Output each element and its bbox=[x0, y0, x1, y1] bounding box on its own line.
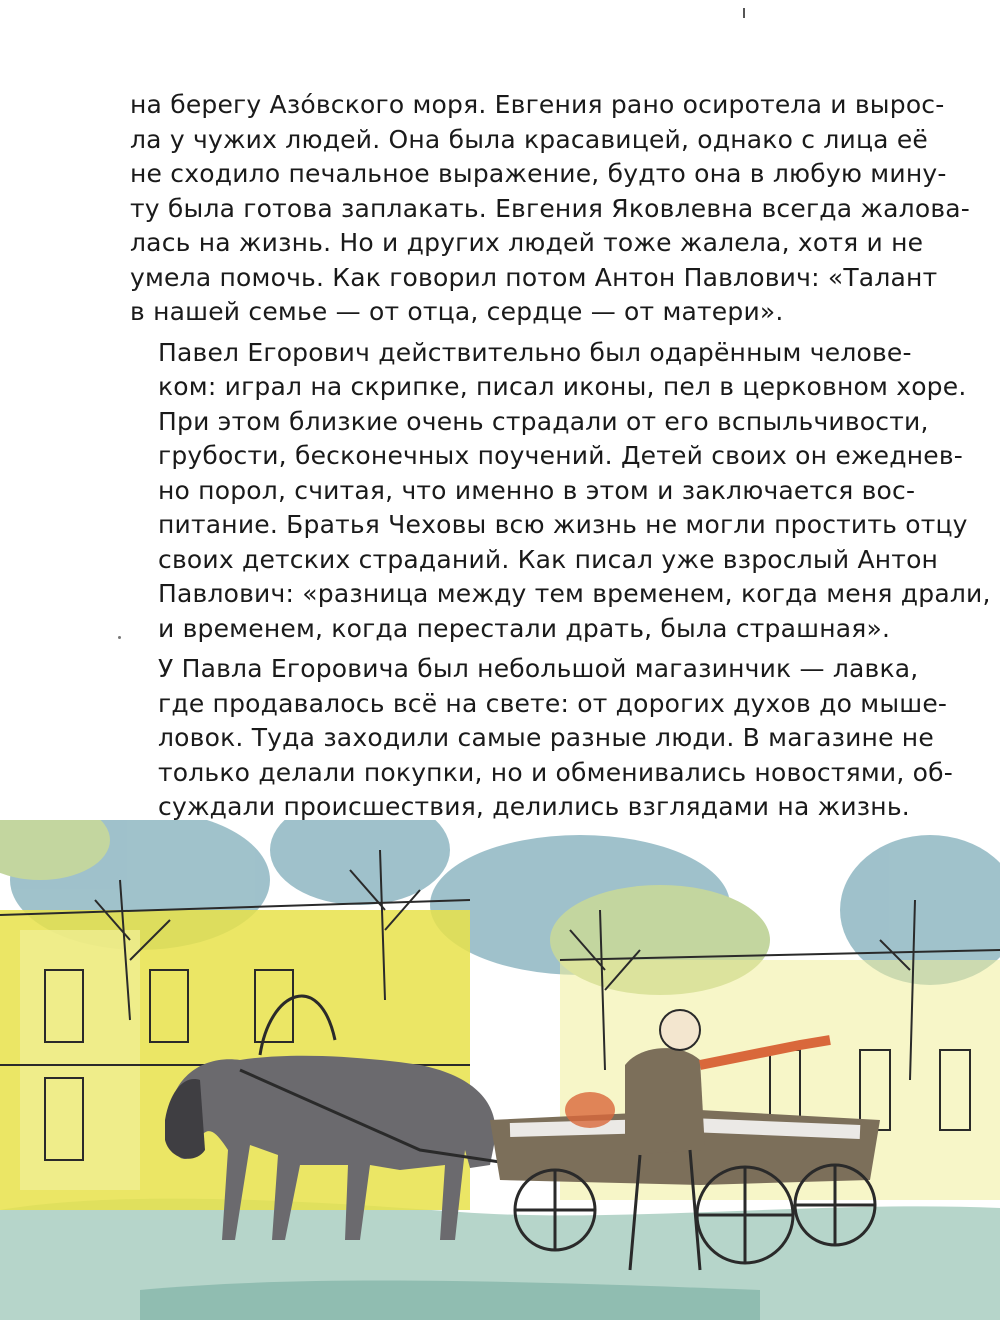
paragraph bbox=[130, 88, 971, 330]
text-line: питание. Братья Чеховы всю жизнь не могли простить отцу bbox=[158, 510, 968, 539]
text-line: и временем, когда перестали драть, была страшная». bbox=[158, 613, 891, 643]
text-line: умела помочь. Как говорил потом Антон Павлович: «Талант bbox=[130, 262, 938, 292]
text-line: в нашей семье — от отца, сердце — от матери». bbox=[130, 297, 784, 326]
text-line: ла у чужих людей. Она была красавицей, однако с лица её bbox=[130, 124, 929, 154]
text-line: где продавалось всё на свете: от дорогих духов до мыше- bbox=[158, 688, 948, 718]
text-line: не сходило печальное выражение, будто она в любую мину- bbox=[130, 159, 947, 188]
text-line: У Павла Егоровича был небольшой магазинчик — лавка, bbox=[158, 654, 919, 683]
body-text bbox=[130, 88, 991, 825]
text-line: ком: играл на скрипке, писал иконы, пел в церковном хоре. bbox=[158, 372, 967, 401]
text-line: лась на жизнь. Но и других людей тоже жалела, хотя и не bbox=[130, 228, 924, 257]
text-line: только делали покупки, но и обменивались новостями, об- bbox=[158, 757, 953, 787]
text-line: но порол, считая, что именно в этом и заключается вос- bbox=[158, 475, 916, 505]
paragraph bbox=[130, 652, 953, 825]
text-line: Павлович: «разница между тем временем, когда меня драли, bbox=[158, 579, 991, 608]
text-line: своих детских страданий. Как писал уже взрослый Антон bbox=[158, 544, 939, 574]
text-line: При этом близкие очень страдали от его вспыльчивости, bbox=[158, 406, 929, 436]
text-line: ловок. Туда заходили самые разные люди. В магазине не bbox=[158, 723, 934, 752]
text-line: ту была готова заплакать. Евгения Яковлевна всегда жалова- bbox=[130, 193, 971, 223]
text-line: Павел Егорович действительно был одарённым челове- bbox=[158, 337, 912, 367]
text-line: суждали происшествия, делились взглядами на жизнь. bbox=[158, 792, 910, 821]
page-speck bbox=[118, 636, 121, 639]
illustration-horse-cart bbox=[0, 820, 1000, 1320]
paragraph bbox=[130, 336, 991, 647]
text-line: на берегу Азóвского моря. Евгения рано осиротела и вырос- bbox=[130, 90, 945, 119]
page-mark bbox=[743, 8, 745, 18]
text-line: грубости, бесконечных поучений. Детей своих он ежеднев- bbox=[158, 441, 963, 470]
